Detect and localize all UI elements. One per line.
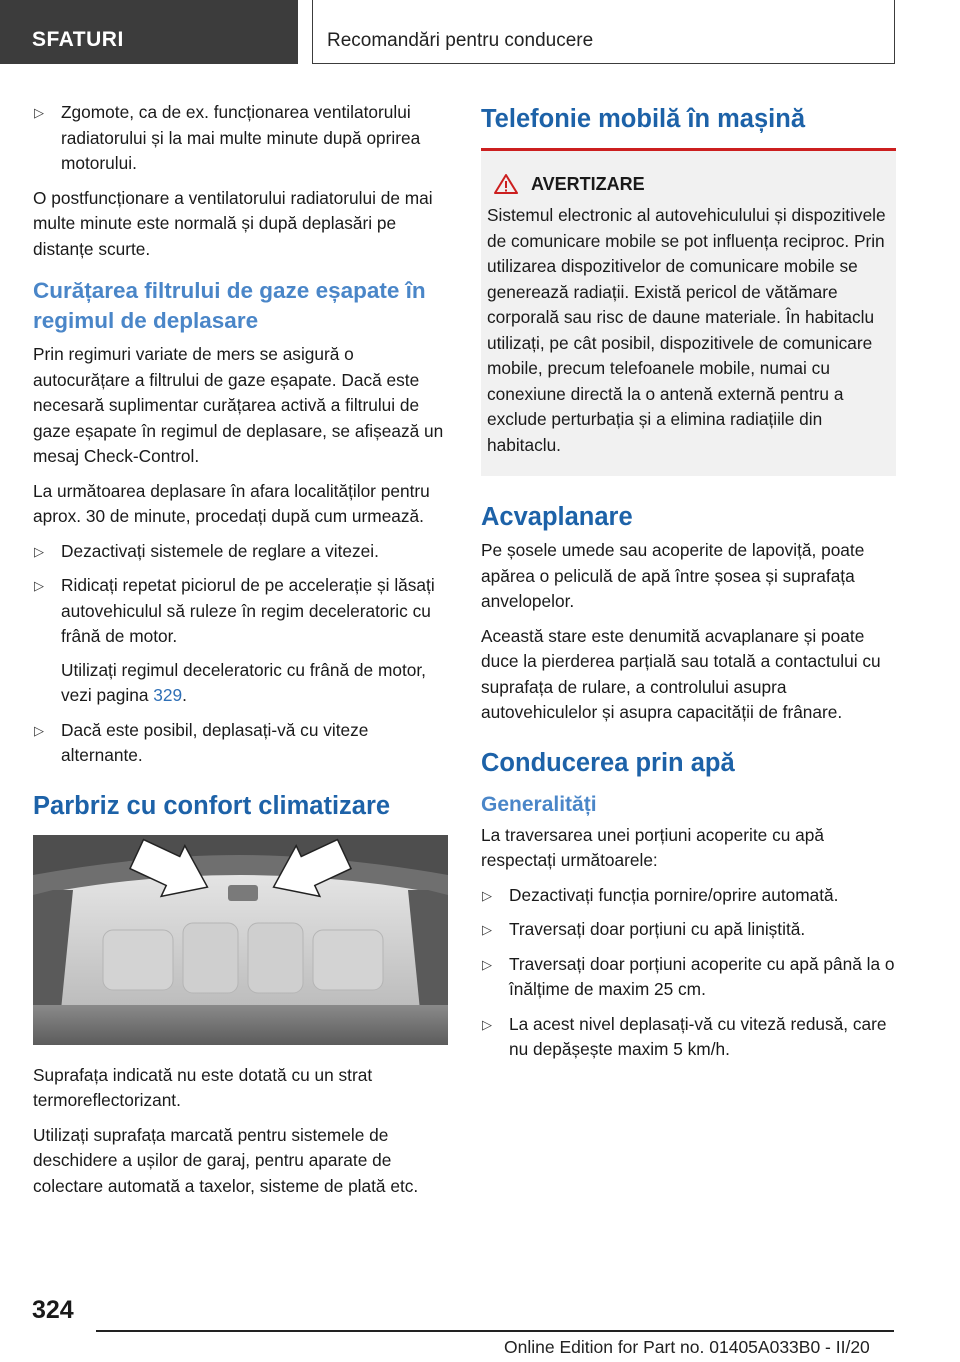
paragraph: Această stare este denumită acvaplanare și poate duce la pierderea parțială sau totală a contactului cu suprafața de rulare, a controlului asupra autovehiculelor și asupra capacității de frânare. [481, 625, 881, 722]
paragraph: Suprafața indicată nu este dotată cu un strat termoreflectorizant. [33, 1064, 373, 1110]
paragraph: Utilizați suprafața marcată pentru sistemele de deschidere a ușilor de garaj, pentru aparate de colectare automată a taxelor, sisteme de plată etc. [33, 1124, 419, 1196]
list-item: ▷ La acest nivel deplasați-vă cu viteză redusă, care nu depășește maxim 5 km/h. [482, 1013, 887, 1059]
triangle-right-icon: ▷ [34, 578, 44, 593]
warning-box [481, 148, 896, 476]
list-item: ▷ Traversați doar porțiuni acoperite cu apă până la o înălțime de maxim 25 cm. [482, 953, 895, 999]
heading-windscreen: Parbriz cu confort climatizare [33, 791, 391, 820]
heading-mobile-phone: Telefonie mobilă în mașină [481, 105, 806, 133]
paragraph: Prin regimuri variate de mers se asigură o autocurățare a filtrului de gaze eșapate. Dacă este necesară suplimentar curățarea activă a filtrului de gaze eșapate în regimul de deplasare, se afișează un mesaj Check-Control. [33, 344, 444, 466]
paragraph: La următoarea deplasare în afara localităților pentru aprox. 30 de minute, procedați după cum urmează. [33, 480, 430, 526]
list-item: ▷ Dezactivați sistemele de reglare a vitezei. [33, 539, 448, 565]
footer-divider [96, 1330, 894, 1332]
triangle-right-icon: ▷ [482, 1016, 492, 1032]
heading-filter-cleaning: Curățarea filtrului de gaze eșapate în regimul de deplasare [33, 278, 426, 333]
paragraph: La traversarea unei porțiuni acoperite cu apă respectați următoarele: [481, 824, 824, 870]
left-column [33, 100, 448, 1208]
warning-text: Sistemul electronic al autovehiculului și dispozitivele de comunicare mobile se pot influența reciproc. Prin utilizarea dispozitivelor de comunicare mobile se generează radiații. Există pericol de vătămare corporală sau risc de daune materiale. În habitaclu utilizați, pe cât posibil, dispozitivele de comunicare mobile, precum telefoanele mobile, numai cu conexiune directă la o antenă externă pentru a exclude perturbația și a elimina radiațiile din habitaclu. [487, 205, 886, 455]
heading-general: Generalități [481, 792, 597, 816]
triangle-right-icon: ▷ [482, 956, 492, 972]
car-interior-illustration [33, 835, 448, 1045]
list-item: ▷ Dacă este posibil, deplasați-vă cu viteze alternante. [34, 719, 369, 765]
triangle-right-icon: ▷ [34, 105, 44, 120]
chapter-title: Recomandări pentru conducere [312, 0, 895, 64]
warning-triangle-icon [493, 173, 519, 195]
triangle-right-icon: ▷ [482, 922, 492, 937]
heading-driving-through-water: Conducerea prin apă [481, 748, 735, 777]
heading-aquaplaning: Acvaplanare [481, 503, 633, 531]
section-tab: SFATURI [0, 0, 298, 64]
triangle-right-icon: ▷ [34, 722, 44, 738]
edition-note: Online Edition for Part no. 01405A033B0 - II/20 [504, 1337, 870, 1357]
triangle-right-icon: ▷ [34, 543, 44, 559]
warning-header [487, 173, 888, 195]
page-reference-link[interactable]: 329 [153, 685, 183, 705]
paragraph: Pe șosele umede sau acoperite de lapoviță, poate apărea o peliculă de apă între șosea și suprafața anvelopelor. [481, 540, 865, 611]
triangle-right-icon: ▷ [482, 887, 492, 903]
page-number: 324 [32, 1296, 74, 1324]
list-item: ▷ Traversați doar porțiuni cu apă liniștită. [481, 917, 896, 943]
list-item-note: Utilizați regimul deceleratoric cu frână de motor, vezi pagina 329. [61, 659, 426, 705]
page-header [0, 0, 960, 66]
warning-label: AVERTIZARE [531, 173, 645, 194]
list-item: ▷ Ridicați repetat piciorul de pe accelerație și lăsați autovehiculul să ruleze în regim deceleratoric cu frână de motor. Utilizați regimul deceleratoric cu frână de motor, vezi pagina 329. [33, 573, 448, 709]
right-column [481, 100, 896, 1072]
list-item: ▷ Zgomote, ca de ex. funcționarea ventilatorului radiatorului și la mai multe minute după oprirea motorului. [34, 102, 421, 173]
list-item: ▷ Dezactivați funcția pornire/oprire automată. [481, 883, 896, 909]
paragraph: O postfuncționare a ventilatorului radiatorului de mai multe minute este normală și după deplasări pe distanțe scurte. [33, 187, 433, 259]
windscreen-photo [33, 835, 448, 1045]
